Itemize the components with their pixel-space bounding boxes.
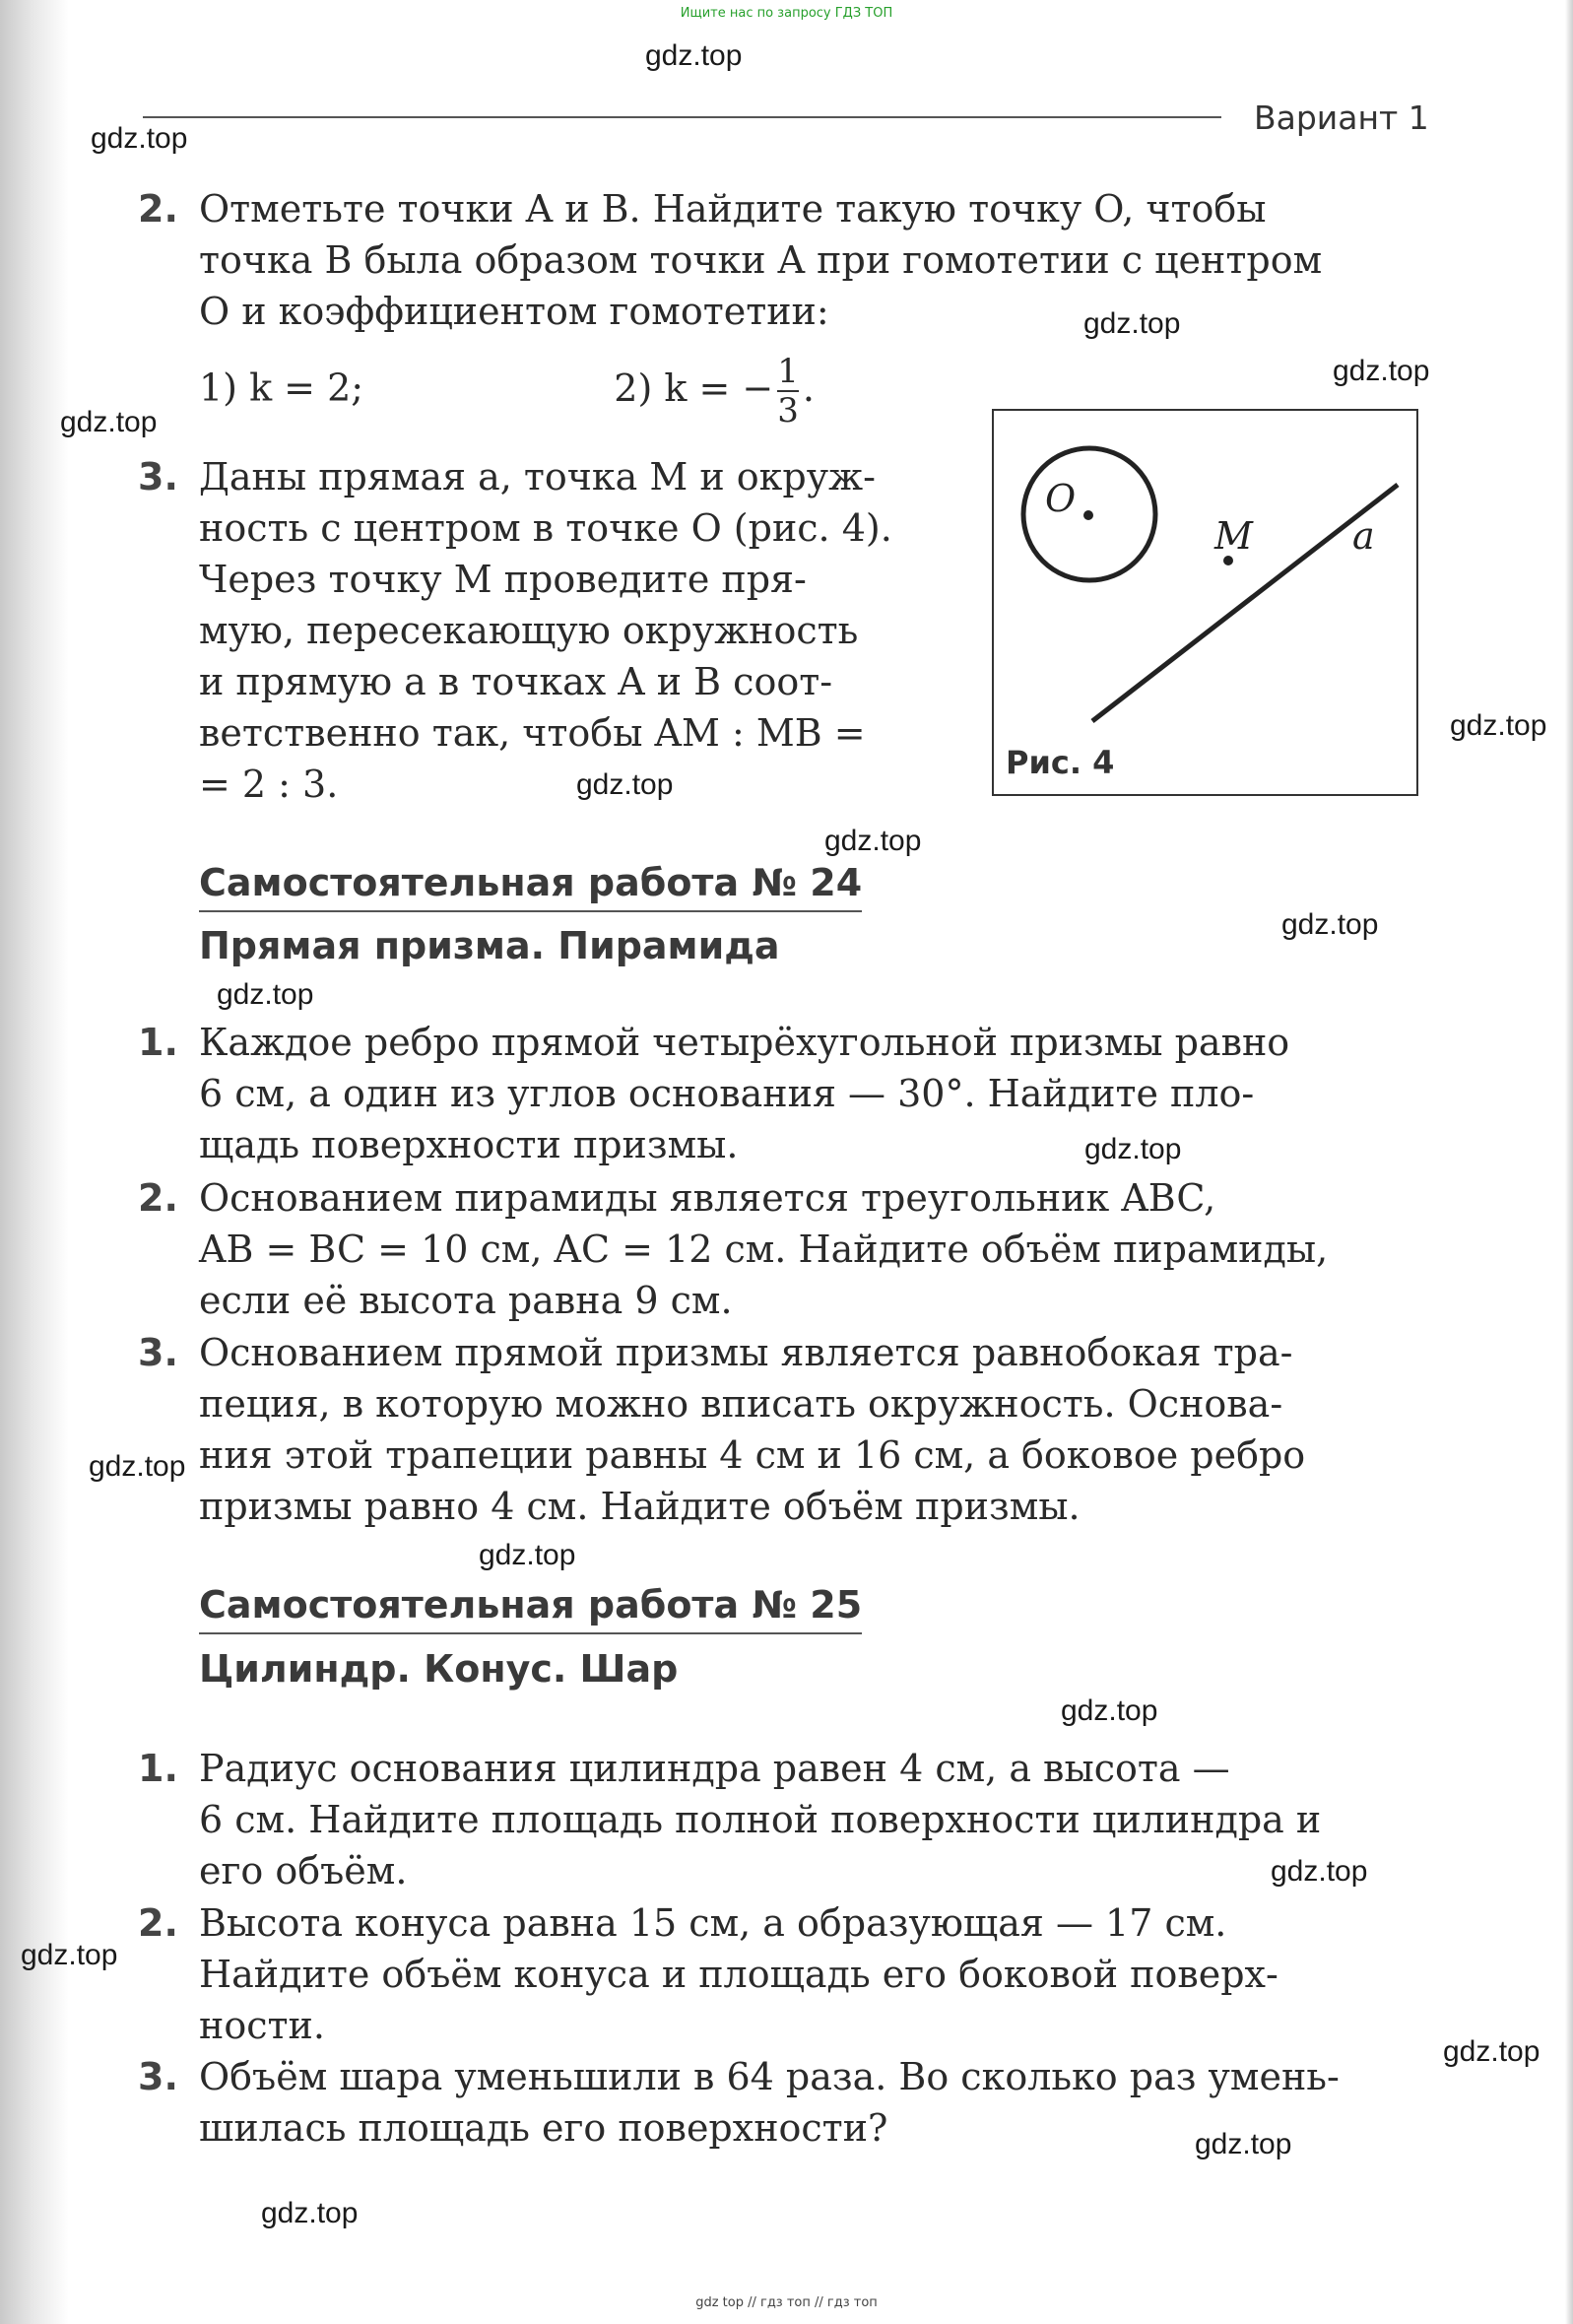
task-line: Отметьте точки A и B. Найдите такую точку O, чтобы [199,187,1267,231]
section-25-title: Самостоятельная работа № 25 [199,1583,862,1634]
task-line: Объём шара уменьшили в 64 раза. Во сколько раз умень- [199,2055,1340,2098]
task-prev-2-options [199,353,815,430]
task-25-2 [138,1897,1423,2051]
task-number: 2. [138,1901,178,1945]
task-line: ность с центром в точке O (рис. 4). [199,506,892,550]
task-number: 1. [138,1747,178,1790]
task-line: 6 см. Найдите площадь полной поверхности цилиндра и [199,1798,1322,1841]
task-line: Найдите объём конуса и площадь его боковой поверх- [199,1953,1278,1996]
label-M: M [1214,514,1253,558]
watermark: gdz.top [261,2197,359,2229]
watermark: gdz.top [645,39,743,72]
task-line: мую, пересекающую окружность [199,609,859,652]
top-banner[interactable]: Ищите нас по запросу ГДЗ ТОП [680,6,893,21]
task-line: если её высота равна 9 см. [199,1279,733,1322]
task-25-3 [138,2051,1423,2154]
task-line: его объём. [199,1849,408,1892]
watermark: gdz.top [824,825,922,857]
watermark: gdz.top [479,1539,576,1571]
watermark: gdz.top [1195,2128,1292,2160]
option-1: 1) k = 2; [199,365,364,410]
variant-label: Вариант 1 [1254,99,1429,137]
task-prev-2 [138,183,1423,337]
watermark: gdz.top [576,768,674,801]
task-line: Высота конуса равна 15 см, а образующая — 17 см. [199,1901,1227,1945]
task-24-1 [138,1017,1423,1170]
task-line: Основанием прямой призмы является равнобокая тра- [199,1331,1293,1374]
page-shadow-right [1565,0,1573,2324]
section-24-subtitle: Прямая призма. Пирамида [199,924,780,967]
task-number: 1. [138,1021,178,1064]
watermark: gdz.top [1084,1133,1182,1165]
fraction-denominator: 3 [777,391,799,431]
watermark: gdz.top [89,1450,186,1483]
task-number: 3. [138,1331,178,1374]
section-24-title: Самостоятельная работа № 24 [199,861,862,912]
section-25-subtitle: Цилиндр. Конус. Шар [199,1647,679,1691]
task-line: ности. [199,2004,325,2047]
task-25-1 [138,1743,1423,1896]
watermark: gdz.top [1333,355,1430,387]
task-line: ния этой трапеции равны 4 см и 16 см, а боковое ребро [199,1433,1306,1477]
figure-caption: Рис. 4 [1006,744,1115,781]
watermark: gdz.top [1271,1855,1368,1888]
watermark: gdz.top [1450,709,1547,742]
watermark: gdz.top [60,406,158,438]
task-line: AB = BC = 10 см, AC = 12 см. Найдите объём пирамиды, [199,1228,1329,1271]
task-24-3 [138,1327,1423,1532]
task-line: Через точку M проведите пря- [199,558,807,601]
watermark: gdz.top [1083,307,1181,340]
task-line: = 2 : 3. [199,763,339,806]
figure-4-drawing [994,411,1420,798]
watermark: gdz.top [91,122,188,155]
task-line: и прямую a в точках A и B соот- [199,660,833,703]
watermark: gdz.top [21,1939,118,1971]
task-24-2 [138,1172,1423,1326]
watermark: gdz.top [1443,2035,1540,2068]
header-rule [143,116,1221,118]
watermark: gdz.top [1061,1694,1158,1727]
page-shadow-left [0,0,69,2324]
task-number: 2. [138,1176,178,1220]
task-line: призмы равно 4 см. Найдите объём призмы. [199,1485,1081,1528]
watermark: gdz.top [1281,908,1379,941]
task-line: 6 см, а один из углов основания — 30°. Найдите пло- [199,1072,1255,1115]
task-line: Радиус основания цилиндра равен 4 см, а высота — [199,1747,1230,1790]
task-line: пеция, в которую можно вписать окружность. Основа- [199,1382,1283,1426]
task-line: Основанием пирамиды является треугольник ABC, [199,1176,1216,1220]
task-line: ветственно так, чтобы AM : MB = [199,711,866,755]
task-prev-3 [138,451,936,810]
label-O: O [1045,477,1077,520]
watermark: gdz.top [217,978,314,1011]
label-a: a [1352,514,1375,558]
task-line: щадь поверхности призмы. [199,1123,739,1166]
task-number: 3. [138,455,178,498]
task-line: O и коэффициентом гомотетии: [199,290,829,333]
task-line: точка B была образом точки A при гомотетии с центром [199,238,1323,282]
task-line: Каждое ребро прямой четырёхугольной призмы равно [199,1021,1290,1064]
bottom-banner[interactable]: gdz top // гдз топ // гдз топ [695,2295,878,2310]
task-line: Даны прямая a, точка M и окруж- [199,455,876,498]
figure-4 [992,409,1418,796]
task-number: 3. [138,2055,178,2098]
task-line: шилась площадь его поверхности? [199,2106,888,2150]
fraction-numerator: 1 [777,352,799,391]
task-number: 2. [138,187,178,231]
center-point-O [1083,510,1093,520]
option-2: 2) k = − $\frac{1}{3}$ . [614,352,815,431]
